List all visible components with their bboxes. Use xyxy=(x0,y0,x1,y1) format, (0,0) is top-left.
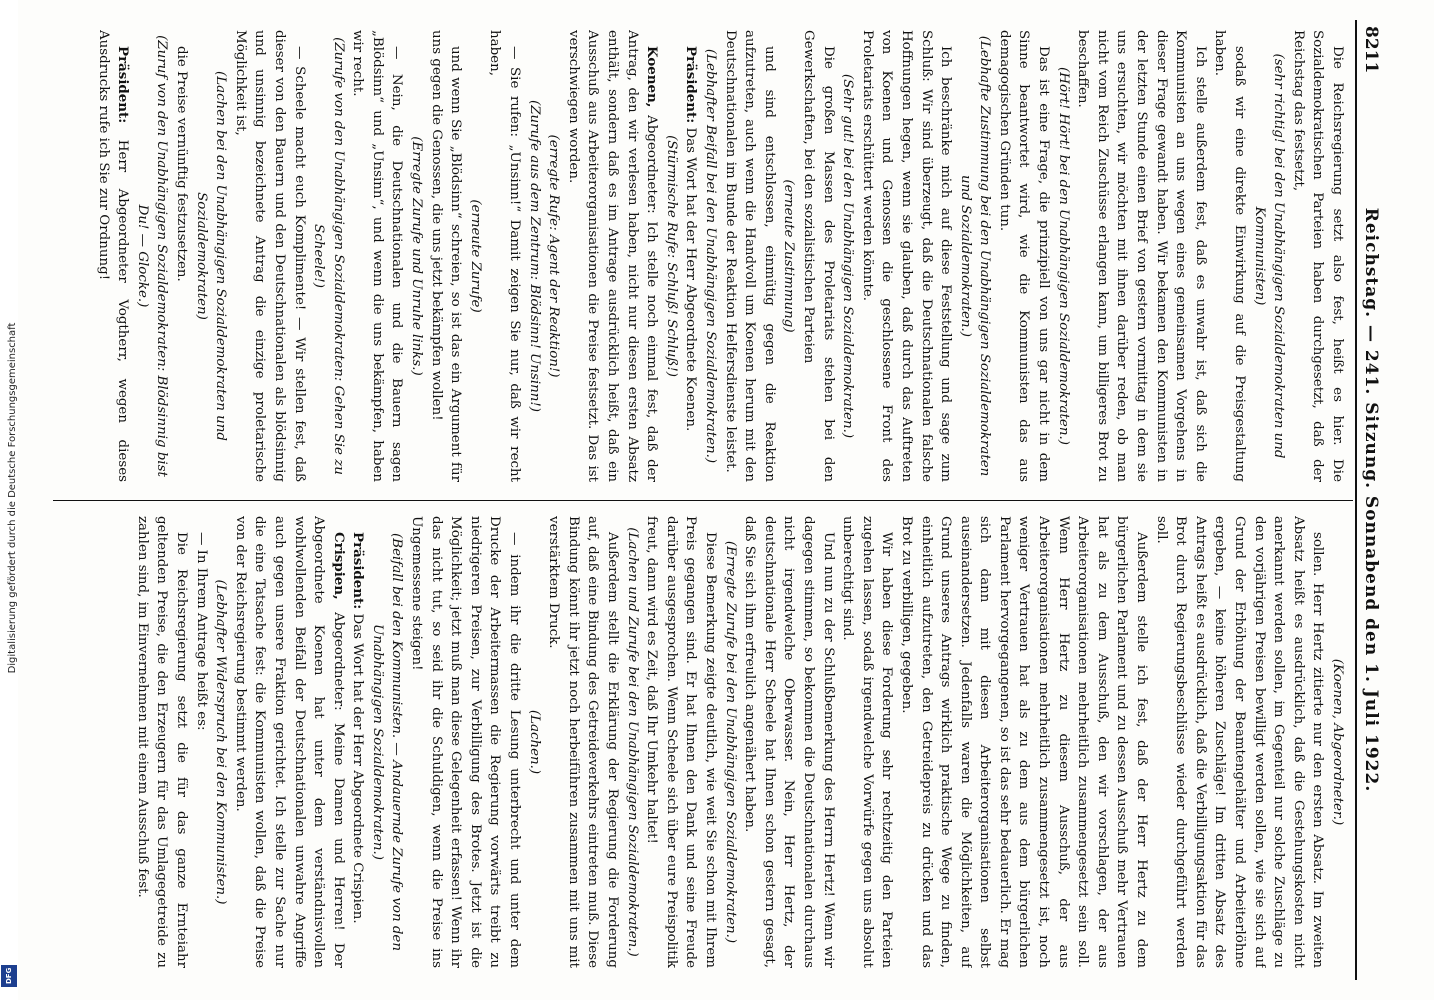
interjection: (erregte Rufe: Agent der Reaktion!) xyxy=(546,134,562,378)
speaker-name: Präsident: xyxy=(115,46,132,124)
paragraph: sodaß wir eine direkte Einwirkung auf die Preisgestaltung haben. xyxy=(1212,30,1248,482)
paragraph: und sind entschlossen, einmütig gegen die Reaktion aufzutreten, auch wenn die Handvoll um Koenen herum mit den Deutschnationalen im Bunde der Reaktion Helfersdienste leistet. xyxy=(722,30,777,482)
interjection: (Zuruf von den Unabhängigen Sozialdemokraten: Blödsinnig bist Du! — Glocke.) xyxy=(134,35,170,477)
speaker-paragraph xyxy=(348,516,368,968)
quote: Die Reichsregierung setzt die für das ganze Ernteiahr geltenden Preise, die den Erzeugern für das Umlagegetreide zu zahlen sind, im Einvernehmen mit einem Ausschuß fest. xyxy=(134,516,189,968)
paragraph: Diese Bemerkung zeigte deutlich, wie weit Sie schon mit Ihrem Preis gegangen sind. Er hat Ihnen den Dank und seine Freude darüber ausgesprochen. Wenn Scheele sich über eure Preispolitik freut, dann wird es Zeit, daß Ihr Umkehr haltet! xyxy=(644,516,718,968)
left-column xyxy=(51,30,1347,482)
interjection: (Erregte Zurufe und Unruhe links.) xyxy=(409,136,425,376)
interjection: (Zurufe von den Unabhängigen Sozialdemokraten: Gehen Sie zu Scheele!) xyxy=(311,37,346,475)
funding-note: Digitalisierung gefördert durch die Deutsche Forschungsgemeinschaft xyxy=(7,322,18,674)
speaker-paragraph xyxy=(681,30,701,482)
speaker-paragraph xyxy=(93,30,132,482)
interjection: (Lachen bei den Unabhängigen Sozialdemokraten und Sozialdemokraten) xyxy=(193,71,229,441)
interjection: (Lebhafte Zustimmung bei den Unabhängigen Sozialdemokraten und Sozialdemokraten.) xyxy=(957,35,993,477)
page-title: Reichstag. — 241. Sitzung. Sonnabend den 1. Juli 1922. xyxy=(1361,207,1381,793)
paragraph: die Preise vernünftig festzusetzen. xyxy=(173,46,189,282)
paragraph: — In Ihrem Antrage heißt es: xyxy=(193,532,209,731)
speech-text: Herr Abgeordneter Vogtherr, wegen dieses Ausdrucks rufe ich Sie zur Ordnung! xyxy=(95,30,131,482)
interjection: (Lebhafter Beifall bei den Unabhängigen Sozialdemokraten.) xyxy=(703,48,718,464)
speaker-name: Präsident: xyxy=(683,46,700,124)
speaker-name: Präsident: xyxy=(350,532,367,610)
digitization-footer xyxy=(0,0,18,1000)
newspaper-sheet xyxy=(47,20,1387,980)
speaker-paragraph xyxy=(230,516,348,968)
paragraph: Die großen Massen des Proletariats stehen bei den Gewerkschaften, bei den sozialistischen Parteien xyxy=(800,30,836,482)
paragraph: Wir haben diese Forderung sehr rechtzeitig den Parteien zugehen lassen, sodaß irgendwelche Vorwürfe gegen uns absolut unberechtigt sind. xyxy=(840,516,895,968)
running-speaker: (Koenen, Abgeordneter.) xyxy=(1330,658,1345,826)
interjection: (Beifall bei den Kommunisten. — Andauernde Zurufe von den Unabhängigen Sozialdemokraten.) xyxy=(369,533,405,951)
speech-text: Das Wort hat der Herr Abgeordnete Crispien. xyxy=(350,613,366,924)
dfg-logo: DFG xyxy=(1,965,17,987)
paragraph: — Sie rufen: „Unsinn!“ Damit zeigen Sie nur, daß wir recht haben, xyxy=(487,30,523,482)
paragraph: Das ist eine Frage, die prinzipiell von uns gar nicht in dem Sinne beantwortet wird, wie die Kommunisten das aus demagogischen Gründen tun. xyxy=(996,30,1052,482)
column-divider xyxy=(53,500,1353,501)
paragraph: Die Reichsregierung setzt also fest, heißt es hier. Die Sozialdemokratischen Parteien haben durchgesetzt, daß der Reichstag das festsetzt, xyxy=(1290,30,1345,482)
speech-text: Abgeordneter: Meine Damen und Herren! Der Abgeordnete Koenen hat unter dem verständnisvollen wohlwollenden Beifall der Deutschnationalen unwahre Angriffe auch gegen unsere Fraktion gerichtet. Ich stelle zur Sache nur die eine Tatsache fest: die Kommunisten wollen, daß die Preise von der Reichsregierung bestimmt werden. xyxy=(232,516,346,968)
paragraph: Ich beschränke mich auf diese Feststellung und sage zum Schluß: Wir sind überzeugt, daß die Deutschnationalen falsche Hoffnungen hegen, wenn sie glauben, daß durch das Auftreten von Koenen und Genossen die geschlossene Front des Proletariats erschüttert werden könnte. xyxy=(859,30,954,482)
interjection: (sehr richtig! bei den Unabhängigen Sozialdemokraten und Kommunisten) xyxy=(1251,53,1287,459)
paragraph: sollen. Herr Hertz zitierte nur den ersten Absatz. Im zweiten Absatz heißt es ausdrücklich, daß die Gestehungskosten nicht anerkannt werden sollen, im Gegenteil nur solche Zuschläge zu den vorjährigen Preisen bewilligt werden sollen, wie sie sich auf Grund der Erhöhung der Beamtengehälter und Arbeiterlöhne ergeben, — keine höheren Zuschläge! Im dritten Absatz des Antrags heißt es ausdrücklich, daß die Verbilligungsaktion für das Brot durch Regierungsbeschlüsse wieder durchgeführt werden soll. xyxy=(1153,516,1326,968)
paragraph: — Nein, die Deutschnationalen und die Bauern sagen „Blödsinn“ und „Unsinn“, und wenn die uns bekämpfen, haben wir recht. xyxy=(350,30,405,482)
paragraph: und wenn Sie „Blödsinn“ schreien, so ist das ein Argument für uns gegen die Genossen, die uns jetzt bekämpfen wollen! xyxy=(428,30,464,482)
page-number: 8211 xyxy=(1361,26,1381,74)
paragraph: Und nun zu der Schlußbemerkung des Herrn Hertz! Wenn wir dagegen stimmen, so bekommen die Deutschnationalen durchaus nicht irgendwelche Oberwasser. Nein, Herr Hertz, der deutschnationale Herr Scheele hat Ihnen schon gestern gesagt, daß Sie sich ihm erfreulich angenähert haben. xyxy=(742,516,836,968)
speech-text: Das Wort hat der Herr Abgeordnete Koenen. xyxy=(683,127,699,432)
speech-text: Abgeordneter: Ich stelle noch einmal fest, daß der Antrag, den wir verlesen haben, nicht nur diesen ersten Absatz enthält, sondern daß es im Antrage ausdrücklich heißt, daß ein Ausschuß aus Arbeiterorganisationen die Preise festsetzt. Das ist verschwiegen worden. xyxy=(565,30,660,482)
interjection: (Stürmische Rufe: Schluß! Schluß!) xyxy=(663,135,679,377)
interjection: (erneute Zustimmung) xyxy=(781,179,797,333)
paragraph: — indem ihr die dritte Lesung unterbrecht und unter dem Drucke der Arbeitermassen die Regierung vorwärts treibt zu niedrigeren Preisen, zur Verbilligung des Brotes. Jetzt ist die Möglichkeit; jetzt muß man diese Gelegenheit erfassen! Wenn ihr das nicht tut, so seid ihr die Schuldigen, wenn die Preise ins Ungemessene steigen! xyxy=(409,516,523,968)
interjection: (Lachen und Zurufe bei den Unabhängigen Sozialdemokraten.) xyxy=(624,527,640,957)
paragraph: Außerdem stellt die Erklärung der Regierung die Forderung auf, daß eine Bindung des Getreideverkehrs eintreten muß. Diese Bindung könnt ihr jetzt noch herbeiführen zusammen mit uns mit verstärktem Druck. xyxy=(546,516,621,968)
interjection: (Sehr gut! bei den Unabhängigen Sozialdemokraten.) xyxy=(840,73,856,439)
speaker-name: Koenen, xyxy=(644,46,661,108)
paragraph: Außerdem stelle ich fest, daß der Herr Hertz zu dem bürgerlichen Parlament und zu dessen Ausschuß mehr Vertrauen hat als zu dem Ausschuß, den wir vorschlagen, der aus Arbeiterorganisationen mehrheitlich zusammengesetzt sein soll. Wenn Herr Hertz zu diesem Ausschuß, der aus Arbeiterorganisationen mehrheitlich zusammengesetzt ist, noch weniger Vertrauen hat als zu dem aus dem bürgerlichen Parlament hervorgegangenen, so ist das sehr bedauerlich. Er mag sich dann mit diesen Arbeiterorganisationen selbst auseinandersetzen. Jedenfalls waren die Möglichkeiten, auf Grund unseres Antrags wirklich praktische Wege zu finden, einheitlich aufzutreten, den Getreidepreis zu drücken und das Brot zu verbilligen, gegeben. xyxy=(898,516,1150,968)
paragraph: — Scheele macht euch Komplimente! — Wir stellen fest, daß dieser von den Bauern und den Deutschnationalen als blödsinnig und unsinnig bezeichnete Antrag die einzige proletarische Möglichkeit ist, xyxy=(232,30,307,482)
speaker-name: Crispien, xyxy=(330,532,347,600)
interjection: (Lebhafter Widerspruch bei den Kommunisten.) xyxy=(213,579,229,905)
speaker-paragraph xyxy=(563,30,661,482)
interjection: (erneute Zurufe) xyxy=(467,199,483,313)
right-column xyxy=(51,516,1347,968)
interjection: (Erregte Zurufe bei den Unabhängigen Sozialdemokraten.) xyxy=(722,540,738,944)
interjection: (Hört! Hört! bei den Unabhängigen Sozialdemokraten.) xyxy=(1055,67,1071,445)
page-header xyxy=(1355,20,1387,980)
interjection: (Lachen.) xyxy=(526,709,542,775)
interjection: (Zurufe aus dem Zentrum: Blödsinn! Unsinn!) xyxy=(526,100,542,412)
paragraph: Ich stelle außerdem fest, daß es unwahr ist, daß sich die Kommunisten an uns wegen eines gemeinsamen Vorgehens in dieser Frage gewandt haben. Wir bekamen den Kommunisten in der letzten Stunde einen Brief von gestern vormittag in dem sie uns ersuchten, wir möchten mit ihnen darüber reden, ob man nicht vom Reich Zuschüsse erlangen kann, um billigeres Brot zu beschaffen. xyxy=(1075,30,1208,482)
